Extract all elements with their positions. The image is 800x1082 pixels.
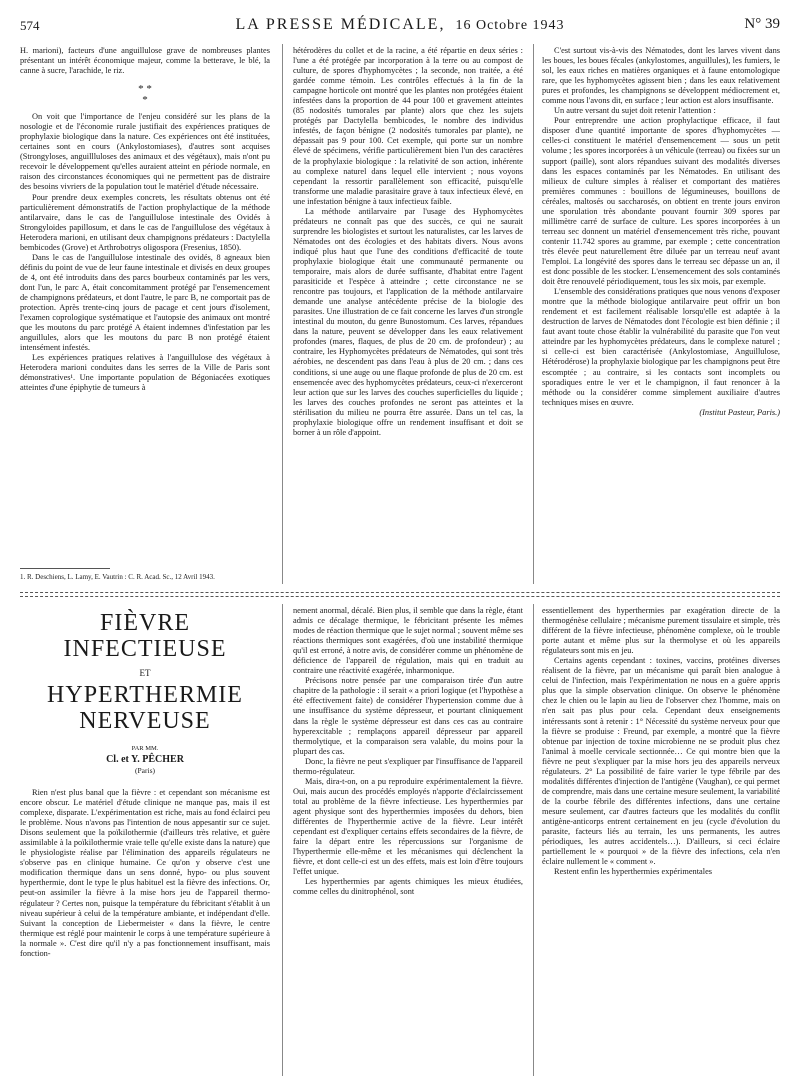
paragraph: L'ensemble des considérations pratiques que nous venons d'exposer montre que la méthode biologique antilarvaire peut offrir un bon rendement et est facilement réalisable lorsqu'elle est adaptée à la destruction de larves de Nématodes dont l'écologie est bien définie ; il faut avant toute chose établir la vulnérabilité du parasite que l'on veut atteindre par les hyphomycètes prédateurs, dans le complexe naturel ; si celle-ci est bien caractérisée (Ankylostomiase, Anguillulose, Hétérodérose) la prophylaxie biologique par les champignons peut être escomptée ; au contraire, si les contacts sont incomplets ou sporadiques entre le ver et le champignon, il faut renoncer à la méthode ou la considérer comme simplement auxiliaire d'autres techniques mises en œuvre. [542, 287, 780, 407]
paragraph: Pour entreprendre une action prophylactique efficace, il faut disposer d'une quantité importante de spores d'hyphomycètes — celles-ci constituent le matériel d'ensemencement — sous un petit volume ; les spores incorporées à un véhicule (terreau) ou fixées sur un support (paille), sont alors répandues suivant des modalités diverses dans les espaces contaminés par les Nématodes. En utilisant des milieux de culture simples à réaliser et comportant des matières premières communes : bouillons de légumineuses, bouillons de céréales, maltosés ou saccharosés, on obtient en trente jours environ une sporulation très abondante pouvant fournir 309 spores par millimètre carré de surface de culture. Les spores incorporées à un terreau sec donnent un matériel d'ensemencement très riche, pouvant contenir 11.742 spores au gramme, par exemple ; cette concentration très élevée peut naturellement être diluée par un terreau neuf avant l'emploi. La longévité des spores dans le terreau sec dépasse un an, il est donc possible de les stocker. L'ensemencement des sols contaminés doit être renouvelé périodiquement, tous les six mois, par exemple. [542, 116, 780, 287]
column-divider [533, 44, 534, 584]
paragraph: Rien n'est plus banal que la fièvre : et cependant son mécanisme est encore obscur. Le matériel d'étude clinique ne manque pas, mais il est complexe, disparate. L'expérimentation est riche, mais au fond éclairci peu le problème. Nous n'avons pas l'intention de nous appesantir sur ce sujet. Disons seulement que la poïkilothermie (d'ailleurs très relative, et guère assimilable à la poïkilothermie vraie telle qu'elle existe dans la nature) que le physiologiste réalise par l'élimination des appareils régulateurs ne s'observe pas en clinique humaine. Ce qu'on y observe c'est une modification thermique dans un sens donné, hypo- ou plus souvent hyperthermie, dont le type le plus habituel est la fièvre des infections. Or, peut-on assimiler la fièvre à la mise hors jeu de l'appareil thermo-régulateur ? Certes non, puisque la température du fébricitant s'établit à un niveau supérieur à celui de la température ambiante, et indépendant d'elle. Suivant la conception de Liebermeister « dans la fièvre, le centre thermique est réglé pour maintenir le corps à une température supérieure à la normale ». C'est dire qu'il n'y a pas fonctionnement insuffisant, mais fonction- [20, 788, 270, 958]
article-column-2 [293, 606, 523, 1078]
article-column-1 [20, 608, 270, 1078]
journal-name: LA PRESSE MÉDICALE, [235, 16, 446, 33]
paragraph: On voit que l'importance de l'enjeu considéré sur les plans de la nosologie et de l'économie rurale justifiait des expériences pratiques de prophylaxie biologique dans la nature. Ces expériences ont été instituées, certaines sont en cours (Ankylostomiases), d'autres sont acquises (Strongyloses, anguillluloses des animaux et des végétaux), mais n'ont pu recevoir le développement qu'elles auraient atteint en période normale, en raison des circonstances économiques qui ne permettent pas de distraire des besoins vivriers de la population tout le matériel d'étude nécessaire. [20, 112, 270, 192]
paragraph: Précisons notre pensée par une comparaison tirée d'un autre chapitre de la pathologie : il serait « a priori logique (et l'hypothèse a été effectivement faite) de considérer l'hypertension comme due à une insuffisance du système dépresseur, et pourtant cliniquement dans la règle le système dépresseur est dans ces cas au contraire hyperexcitable ; remplaçons appareil dépresseur par appareil thermolytique, et la comparaison sera valable, du moins pour la plupart des cas. [293, 676, 523, 756]
column-2-top [293, 46, 523, 586]
paragraph: Les hyperthermies par agents chimiques les mieux étudiées, comme celles du dinitrophénol, sont [293, 877, 523, 897]
paragraph: Mais, dira-t-on, on a pu reproduire expérimentalement la fièvre. Oui, mais aucun des procédés employés n'apporte d'éclaircissement total au problème de la fièvre infectieuse. Les hyperthermies par agent physique sont des hyperthermies imposées du dehors, bien différentes de l'hyperthermie active de la fièvre. Leur intérêt cependant est d'expliquer certains effets secondaires de la fièvre, de faire la départ entre les répercussions sur l'organisme de l'hyperthermie elle-même et les mécanismes qui déclenchent la fièvre, et dont celle-ci est un des effets, mais est loin d'être toujours l'effet unique. [293, 776, 523, 877]
article-city: (Paris) [135, 766, 155, 775]
affiliation-signature: (Institut Pasteur, Paris.) [699, 407, 780, 417]
paragraph: Dans le cas de l'anguillulose intestinale des ovidés, 8 agneaux bien définis du point de vue de leur faune intestinale et divisés en deux groupes de 4, ont été introduits dans des parcs bourbeux contaminés par les vers, dont l'un, le parc A, était concomitamment protégé par l'ensemencement de champignons prédateurs, et dont l'autre, le parc B, ne comportait pas de protection. Après trente-cinq jours de pacage et cent jours d'isolement, l'examen coprologique systématique et l'autopsie des animaux ont montré que les moutons du parc protégé A étaient indemnes d'infestation par les anguillules, alors que les moutons du parc B non protégé étaient intensément infestés. [20, 252, 270, 353]
issue-date: 16 Octobre 1943 [455, 18, 565, 33]
paragraph: Un autre versant du sujet doit retenir l'attention : [554, 106, 716, 116]
article-title-line-1: FIÈVRE INFECTIEUSE [63, 610, 227, 662]
paragraph: Les expériences pratiques relatives à l'anguillulose des végétaux à Heterodera marioni conduites dans les serres de la Ville de Paris sont démonstratives¹. Une importante population de Bégoniacées exotiques atteintes d'une épiphytie de tumeurs à [20, 353, 270, 393]
page-number: 574 [20, 18, 40, 33]
footnote-rule [20, 568, 110, 569]
footnote: 1. R. Deschiens, L. Lamy, E. Vautrin : C. R. Acad. Sc., 12 Avril 1943. [20, 573, 215, 581]
paragraph: essentiellement des hyperthermies par exagération directe de la thermogénèse cellulaire ; mécanisme purement tissulaire et simple, très différent de la fièvre infectieuse, phénomène complexe, où le trouble porte autant et même plus sur la thermolyse et où les appareils régulateurs sont mis en jeu. [542, 606, 780, 656]
section-separator [20, 596, 780, 597]
article-title-et: ET [139, 668, 151, 678]
page-header [20, 14, 780, 38]
section-separator [20, 592, 780, 593]
paragraph: H. marioni), facteurs d'une anguillulose grave de nombreuses plantes présentant un intérêt économique majeur, comme la betterave, le blé, la canne à sucre, l'arachide, le riz. [20, 46, 270, 76]
article-authors: Cl. et Y. PÊCHER [106, 754, 184, 765]
column-1-top [20, 46, 270, 561]
column-divider [533, 604, 534, 1076]
paragraph: Restent enfin les hyperthermies expérimentales [554, 867, 713, 877]
issue-number: N° 39 [744, 16, 780, 32]
column-divider [282, 604, 283, 1076]
paragraph: La méthode antilarvaire par l'usage des Hyphomycètes prédateurs ne connaît pas que des succès, ce qui ne saurait surprendre les biologistes et surtout les naturalistes, car les larves de Nématodes ont des écologies et des habitats divers. Nous avons indiqué plus haut que l'une des conditions d'efficacité de toute prophylaxie biologique était une communauté permanente ou temporaire, mais alors de durée suffisante, d'habitat entre l'agent parasiticide et l'espèce à atteindre ; cette circonstance ne se rencontre pas toujours, et l'application de la méthode antilarvaire demande une analyse antécédente précise de la biologie des parasites. Une illustration de ce fait concerne les larves d'un strongle intestinal du mouton, du genre Bunostomum. Ces larves, répandues dans la nature, peuvent se développer dans les eaux relativement profondes (mares, flaques, de plus de 20 cm. de profondeur) ; au contraire, les Hyphomycètes prédateurs de Nématodes, qui sont très aérobies, ne descendent pas dans l'eau à plus de 20 cm. ; dans ces conditions, si une auge ou une flaque profonde de plus de 20 cm. est ensemencée avec des hyphomycètes prédateurs, ceux-ci n'exerceront leur action que sur les larves des couches superficielles du liquide ; les larves des couches profondes ne seront pas atteintes et la stérilisation du milieu ne pourra être assurée. Dans un tel cas, la prophylaxie biologique offre un rendement insuffisant et doit se borner à un rôle d'appoint. [293, 206, 523, 437]
paragraph: Pour prendre deux exemples concrets, les résultats obtenus ont été particulièrement démonstratifs de l'action prophylactique de la méthode antilarvaire, dans le cas de l'anguillulose intestinale des Ovidés à Strongyloides papillosum, et dans le cas de l'anguillulose des végétaux à Heterodera marioni, en utilisant deux champignons prédateurs : Dactylella bembicodes (Grove) et Arthrobotrys oligospora (Fresenius, 1850). [20, 192, 270, 252]
paragraph: C'est surtout vis-à-vis des Nématodes, dont les larves vivent dans les boues, les boues fécales (ankylostomes, anguillules), les fumiers, le sol, les eaux riches en matières organiques et à faune entomologique rare, que les hyphomycètes agissent bien ; dans les eaux relativement pures et profondes, les champignons se développent médiocrement et, comme nous l'avons dit, en surface ; leur action est alors insuffisante. [542, 46, 780, 106]
paragraph: Certains agents cependant : toxines, vaccins, protéines diverses réalisent de la fièvre, par un mécanisme qui paraît bien analogue à celui de l'infection, mais l'expérimentation ne nous en a guère appris plus que la simple observation clinique. On observe le phénomène chez le chien ou le lapin au lieu de l'observer chez l'homme, mais on n'en sait pas plus pour cela. Cependant deux enseignements intéressants sont à retenir : 1° Nécessité du système nerveux pour que la fièvre se produise : Freund, par exemple, a montré que la fièvre obtenue par injection de toxine microbienne ne se produit plus chez l'animal à moelle cervicale sectionnée… Ce qui montre bien que la fièvre ne peut s'expliquer par la mise hors jeu des appareils nerveux régulateurs. 2° La possibilité de faire varier le type fébrile par des modalités différentes d'injection de l'antigène (Vaughan), ce qui permet de comprendre, mais dans une certaine mesure seulement, la variabilité de la courbe fébrile des différentes infections, dans une certaine mesure seulement, car d'autres facteurs que les modalités du conflit antigène-anticorps entrent certainement en jeu (cycle d'évolution du parasite, facteurs liés au terrain, les uns permanents, les autres périodiques, les autres accidentels…). D'ailleurs, si ceci éclaire partiellement le « pourquoi » de la fièvre des infections, cela n'en éclaire nullement le « comment ». [542, 656, 780, 867]
paragraph: Donc, la fièvre ne peut s'expliquer par l'insuffisance de l'appareil thermo-régulateur. [293, 756, 523, 776]
journal-title [20, 16, 780, 34]
article-column-3 [542, 606, 780, 1078]
paragraph: hétérodères du collet et de la racine, a été répartie en deux séries : l'une a été protégée par incorporation à la terre ou au compost de culture, de spores d'hyphomycètes ; la seconde, non traitée, a été gardée comme témoin. Les contrôles effectués à la fin de la campagne horticole ont montré que les plantes non protégées étaient infestées dans la proportion de 44 pour 100 et gravement atteintes (85 nodosités tumorales par plante) alors que chez les sujets protégés par Dactylella bembicodes, le nombre des individus infestés, de façon bénigne (2 nodosités tumorales par plante), ne dépassait pas 9 pour 100. Cet exemple, qui porte sur un nombre élevé de spécimens, vérifie particulièrement bien l'un des caractères de la prophylaxie biologique : la relativité de son action, inhérente au complexe naturel dans lequel elle intervient ; nous voyons cependant la ressortir parallèlement son efficacité, puisqu'elle transforme une maladie parasitaire grave à taux infectieux élevé, en une infestation bénigne à taux infectieux faible. [293, 46, 523, 206]
article-title-line-2: HYPERTHERMIE NERVEUSE [47, 682, 243, 734]
article-byline-par: PAR MM. [131, 745, 159, 752]
section-stars: * * * [138, 83, 152, 107]
column-divider [282, 44, 283, 584]
column-3-top [542, 46, 780, 586]
paragraph: nement anormal, décalé. Bien plus, il semble que dans la règle, étant admis ce décalage thermique, le fébricitant présente les mêmes modes de réaction thermique que le sujet normal ; souvent même ses réactions thermiques sont exagérées, d'où une instabilité thermique qu'il est erroné, à notre avis, de considérer comme un phénomène de déficience de l'appareil de régulation, mais qui en traduit au contraire une réactivité exagérée, inharmonique. [293, 606, 523, 676]
